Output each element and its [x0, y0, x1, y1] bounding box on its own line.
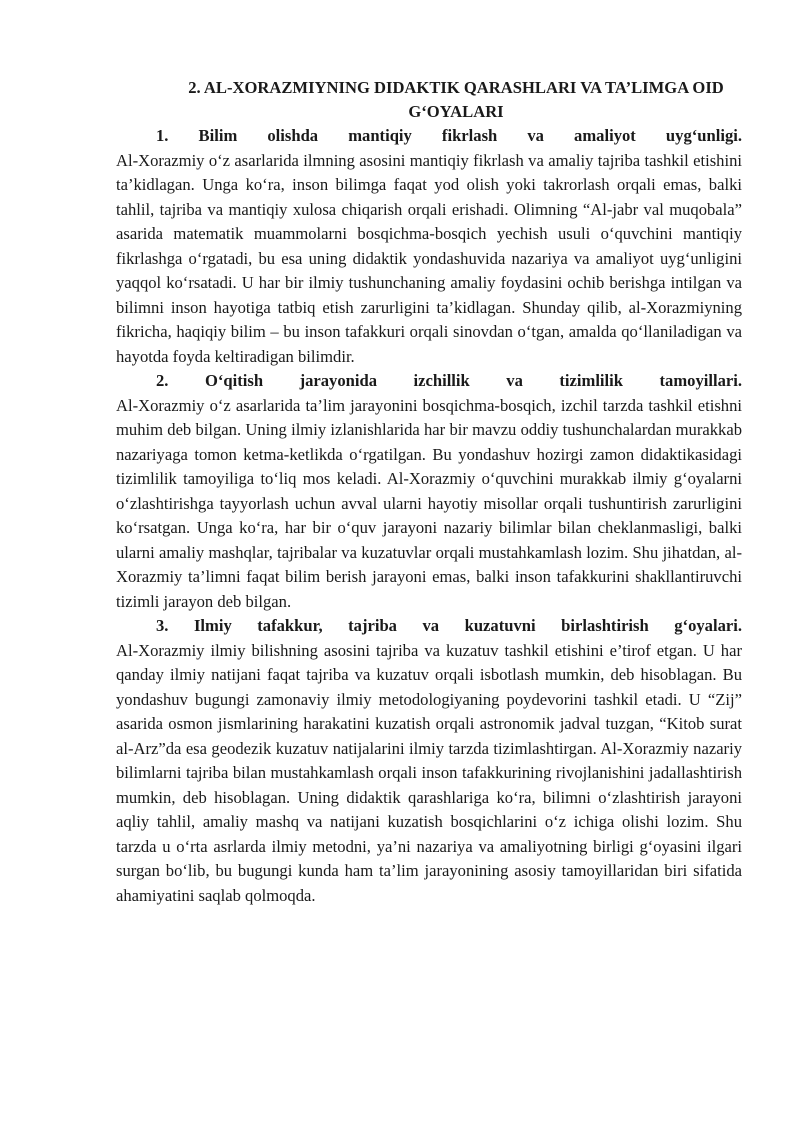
document-page: [116, 76, 742, 908]
section-3-body: Al-Xorazmiy ilmiy bilishning asosini tajriba va kuzatuv tashkil etishini e’tirof etgan. U har qanday ilmiy natijani faqat tajriba va kuzatuv orqali isbotlash mumkin, deb hisoblagan. Bu yondashuv bugungi zamonaviy ilmiy metodologiyaning poydevorini tashkil etadi. U “Zij” asarida osmon jismlarining harakatini kuzatish orqali astronomik jadval tuzgan, “Kitob surat al-Arz”da esa geodezik kuzatuv natijalarini ilmiy tarzda tizimlashtirgan. Al-Xorazmiy nazariy bilimlarni tajriba bilan mustahkamlash orqali inson tafakkurining rivojlanishini jadallashtirish mumkin, deb hisoblagan. Uning didaktik qarashlariga ko‘ra, bilimni o‘zlashtirish jarayoni aqliy tahlil, amaliy mashq va natijani kuzatish bosqichlarini o‘z ichiga olishi lozim. Shu tarzda u o‘rta asrlarda ilmiy metodni, ya’ni nazariya va amaliyotning birligi g‘oyasini ilgari surgan bo‘lib, bu bugungi kunda ham ta’lim jarayonining asosiy tamoyillaridan biri sifatida ahamiyatini saqlab qolmoqda.: [116, 640, 742, 905]
section-2-heading: 2. O‘qitish jarayonida izchillik va tizimlilik tamoyillari.: [156, 371, 742, 390]
section-2-body: Al-Xorazmiy o‘z asarlarida ta’lim jarayonini bosqichma-bosqich, izchil tarzda tashkil etishni muhim deb bilgan. Uning ilmiy izlanishlarida har bir mavzu oddiy tushunchalardan murakkab nazariyaga tomon ketma-ketlikda o‘rgatilgan. Bu yondashuv hozirgi zamon didaktikasidagi tizimlilik tamoyiliga to‘liq mos keladi. Al-Xorazmiy o‘quvchini murakkab ilmiy g‘oyalarni o‘zlashtirishga tayyorlash uchun avval ularni hayotiy misollar orqali tushuntirish zarurligini ko‘rsatgan. Unga ko‘ra, har bir o‘quv jarayoni nazariy bilimlar bilan cheklanmasligi, balki ularni amaliy mashqlar, tajribalar va kuzatuvlar orqali mustahkamlash lozim. Shu jihatdan, al-Xorazmiy ta’limni faqat bilim berish jarayoni emas, balki inson tafakkurini shakllantiruvchi tizimli jarayon deb bilgan.: [116, 395, 742, 611]
section-3-heading: 3. Ilmiy tafakkur, tajriba va kuzatuvni birlashtirish g‘oyalari.: [156, 616, 742, 635]
section-2: [116, 369, 742, 614]
section-1-heading: 1. Bilim olishda mantiqiy fikrlash va amaliyot uyg‘unligi.: [156, 126, 742, 145]
page-title: 2. AL-XORAZMIYNING DIDAKTIK QARASHLARI VA TA’LIMGA OID G‘OYALARI: [188, 78, 724, 121]
section-1: [116, 124, 742, 369]
section-1-body: Al-Xorazmiy o‘z asarlarida ilmning asosini mantiqiy fikrlash va amaliy tajriba tashkil etishini ta’kidlagan. Unga ko‘ra, inson bilimga faqat yod olish yoki takrorlash orqali emas, balki tahlil, tajriba va mantiqiy xulosa chiqarish orqali erishadi. Olimning “Al-jabr val muqobala” asarida matematik muammolarni bosqichma-bosqich yechish usuli o‘quvchini mantiqiy fikrlashga o‘rgatadi, bu esa uning didaktik yondashuvida nazariya va amaliyot uyg‘unligini yaqqol ko‘rsatadi. U har bir ilmiy tushunchaning amaliy foydasini ochib berishga intilgan va bilimni inson hayotiga tatbiq etish zarurligini ta’kidlagan. Shunday qilib, al-Xorazmiyning fikricha, haqiqiy bilim – bu inson tafakkuri orqali sinovdan o‘tgan, amalda qo‘llaniladigan va hayotda foyda keltiradigan bilimdir.: [116, 150, 742, 366]
section-3: [116, 614, 742, 908]
